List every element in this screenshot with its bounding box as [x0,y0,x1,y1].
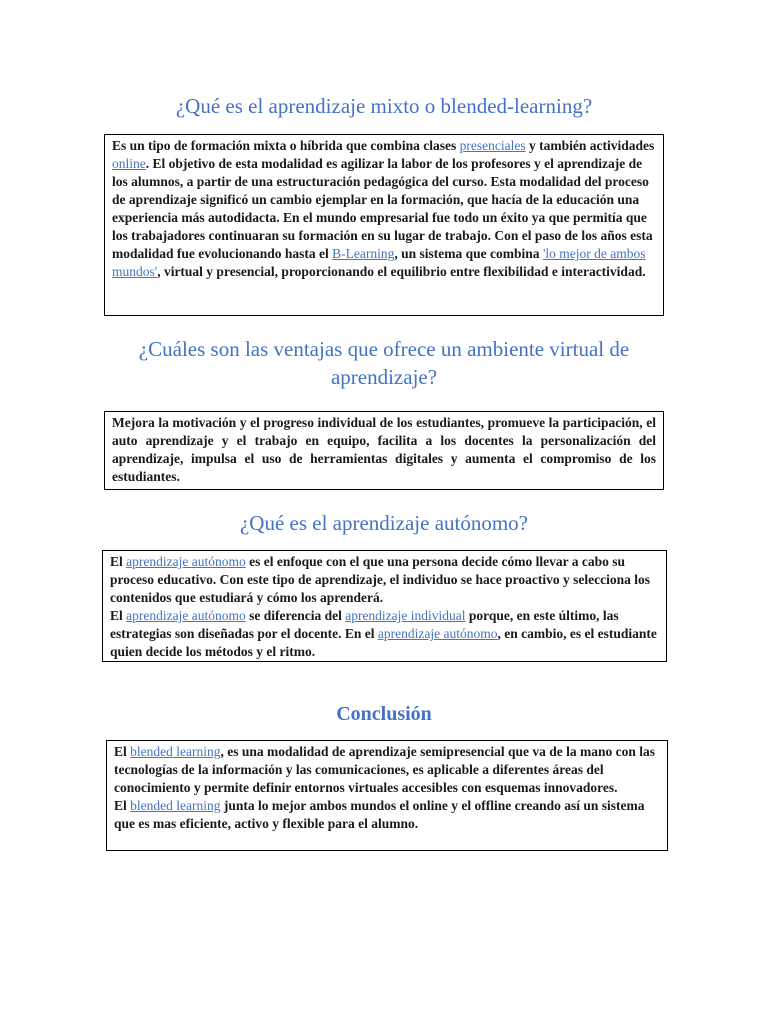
link-blended-learning-2[interactable]: blended learning [130,798,221,813]
paragraph-blended-learning: Es un tipo de formación mixta o híbrida que combina clases presenciales y también actividades online. El objetivo de esta modalidad es agilizar la labor de los profesores y el aprendizaje de los alumnos, a partir de una estructuración pedagógica del curso. Esta modalidad del proceso de aprendizaje significó un cambio ejemplar en la formación, que hacía de la educación una experiencia más autodidacta. En el mundo empresarial fue todo un éxito ya que permitía que los trabajadores continuaran su formación en su lugar de trabajo. Con el paso de los años esta modalidad fue evolucionando hasta el B-Learning, un sistema que combina 'lo mejor de ambos mundos', virtual y presencial, proporcionando el equilibrio entre flexibilidad e interactividad. [112,138,655,279]
heading-conclusion: Conclusión [336,703,432,725]
link-b-learning[interactable]: B-Learning [332,246,395,261]
link-aprendizaje-individual[interactable]: aprendizaje individual [345,608,466,623]
link-presenciales[interactable]: presenciales [459,138,526,153]
heading-aprendizaje-autonomo: ¿Qué es el aprendizaje autónomo? [239,511,529,535]
box-aprendizaje-autonomo [102,550,667,662]
box-blended-learning-definition [104,134,664,316]
paragraph-conclusion-1: El blended learning, es una modalidad de aprendizaje semipresencial que va de la mano con las tecnologías de la información y las comunicaciones, es aplicable a diferentes áreas del conocimiento y permite definir entornos virtuales accesibles con esquemas innovadores. [114,744,656,795]
heading-blended-learning: ¿Qué es el aprendizaje mixto o blended-learning? [175,94,593,118]
paragraph-autonomo-1: El aprendizaje autónomo es el enfoque con el que una persona decide cómo llevar a cabo su proceso educativo. Con este tipo de aprendizaje, el individuo se hace proactivo y selecciona los contenidos que estudiará y cómo los aprenderá. [110,554,650,605]
link-aprendizaje-autonomo-3[interactable]: aprendizaje autónomo [377,626,498,641]
box-ventajas [104,411,664,490]
paragraph-ventajas: Mejora la motivación y el progreso individual de los estudiantes, promueve la participación, el auto aprendizaje y el trabajo en equipo, facilita a los docentes la personalización del aprendizaje, impulsa el uso de herramientas digitales y aumenta el compromiso de los estudiantes. [112,415,656,484]
paragraph-conclusion-2: El blended learning junta lo mejor ambos mundos el online y el offline creando así un sistema que es mas eficiente, activo y flexible para el alumno. [114,798,645,831]
link-aprendizaje-autonomo[interactable]: aprendizaje autónomo [126,554,246,569]
link-aprendizaje-autonomo-2[interactable]: aprendizaje autónomo [126,608,246,623]
paragraph-autonomo-2: El aprendizaje autónomo se diferencia del aprendizaje individual porque, en este último, las estrategias son diseñadas por el docente. En el aprendizaje autónomo, en cambio, es el estudiante quien decide los métodos y el ritmo. [110,608,657,659]
link-online[interactable]: online [112,156,146,171]
box-conclusion [106,740,668,851]
heading-ventajas-ambiente-virtual: ¿Cuáles son las ventajas que ofrece un ambiente virtual de aprendizaje? [138,337,630,389]
link-blended-learning[interactable]: blended learning [130,744,221,759]
link-lo-mejor-de-ambos-mundos[interactable]: 'lo mejor de ambos mundos' [112,246,646,279]
